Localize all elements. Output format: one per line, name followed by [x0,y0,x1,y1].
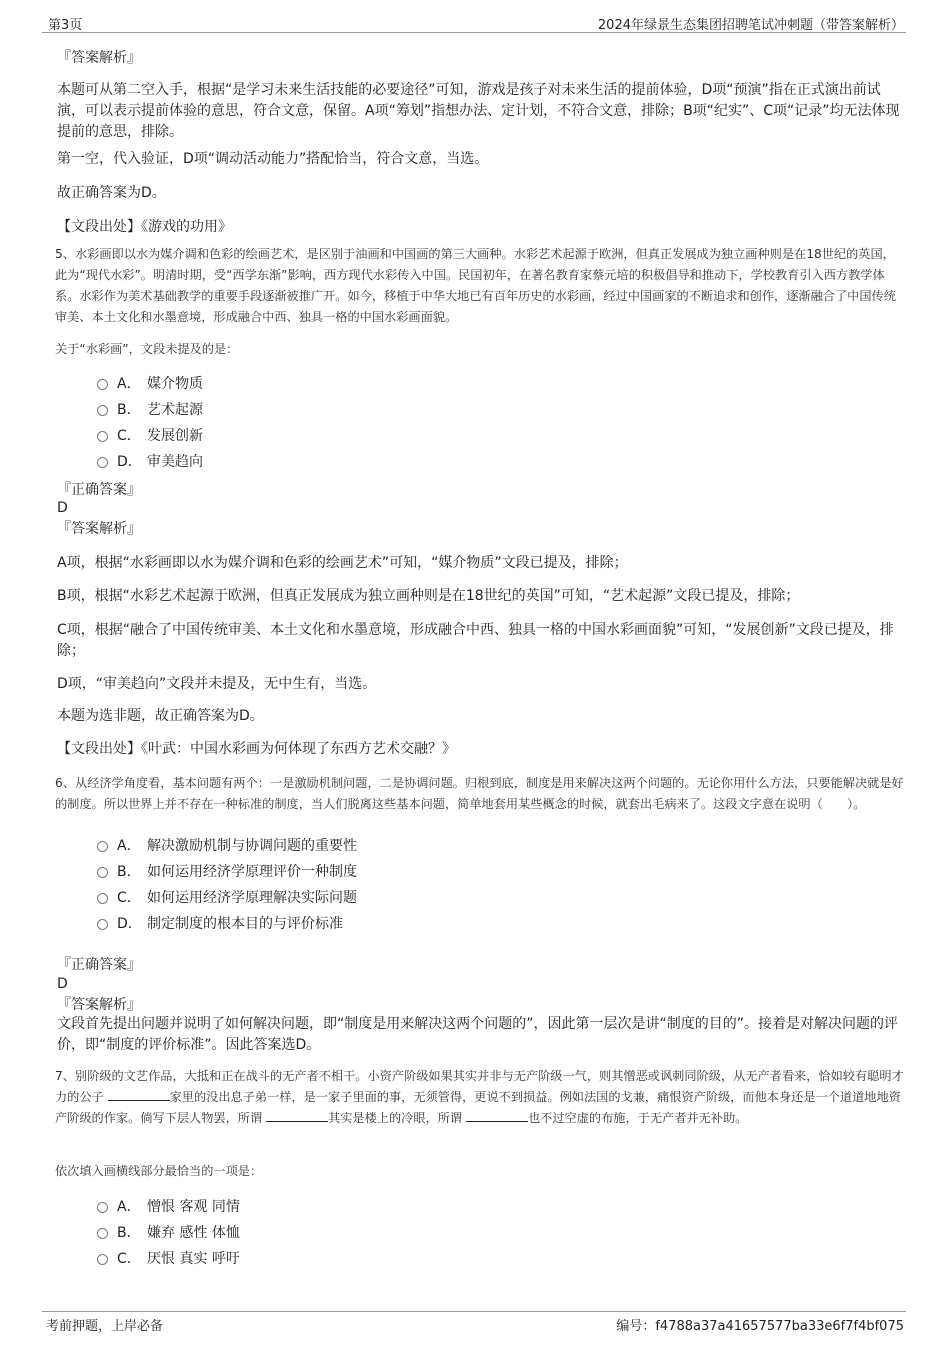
q5-correct-answer: D [57,500,68,516]
document-title: 2024年绿景生态集团招聘笔试冲刺题（带答案解析） [597,18,904,33]
page-number: 第3页 [48,18,83,33]
radio-icon[interactable] [97,405,108,416]
q4-analysis-heading: 『答案解析』 [57,50,141,66]
radio-icon[interactable] [97,867,108,878]
q6-option-a[interactable]: A． 解决激励机制与协调问题的重要性 [97,835,357,857]
q5-source: 【文段出处】《叶武：中国水彩画为何体现了东西方艺术交融？》 [57,741,456,757]
q5-option-b[interactable]: B． 艺术起源 [97,399,203,421]
q5-analysis-a: A项，根据“水彩画即以水为媒介调和色彩的绘画艺术”可知，“媒介物质”文段已提及，排除； [57,555,628,571]
q5-passage: 5、水彩画即以水为媒介调和色彩的绘画艺术，是区别于油画和中国画的第三大画种。水彩艺术起源于欧洲，但真正发展成为独立画种则是在18世纪的英国，此为“现代水彩”。明清时期，受“西学东渐”影响，西方现代水彩传入中国。民国初年，在著名教育家蔡元培的积极倡导和推动下，学校教育引入西方教学体系。水彩作为美术基础教学的重要手段逐渐被推广开。如今，移植于中华大地已有百年历史的水彩画，经过中国画家的不断追求和创作，逐渐融合了中国传统审美、本土文化和水墨意境，形成融合中西、独具一格的中国水彩画面貌。 [55,247,896,324]
q7-question: 依次填入画横线部分最恰当的一项是： [55,1164,263,1178]
q6-correct-heading: 『正确答案』 [57,957,141,973]
q5-analysis-heading: 『答案解析』 [57,521,141,537]
q4-analysis-p1: 本题可从第二空入手，根据“是学习未来生活技能的必要途径”可知，游戏是孩子对未来生活的提前体验，D项“预演”指在正式演出前试演，可以表示提前体验的意思，符合文意，保留。A项“筹划”指想办法、定计划，不符合文意，排除；B项“纪实”、C项“记录”均无法体现提前的意思，排除。 [57,82,900,140]
radio-icon[interactable] [97,893,108,904]
q6-analysis: 文段首先提出问题并说明了如何解决问题，即“制度是用来解决这两个问题的”，因此第一层次是讲“制度的目的”。接着是对解决问题的评价，即“制度的评价标准”。因此答案选D。 [57,1016,899,1053]
q4-analysis-p2: 第一空，代入验证，D项“调动活动能力”搭配恰当，符合文意，当选。 [57,151,489,167]
blank-2 [266,1109,328,1122]
radio-icon[interactable] [97,1228,108,1239]
radio-icon[interactable] [97,431,108,442]
q7-passage: 7、别阶级的文艺作品，大抵和正在战斗的无产者不相干。小资产阶级如果其实并非与无产阶级一气，则其憎恶或讽刺同阶级，从无产者看来，恰如较有聪明才力的公子 家里的没出息子弟一样，是一家子里面的事，无须管得，更说不到损益。例如法国的戈兼，痛恨资产阶级，而他本身还是一个道道地地资产阶级的作家。倘写下层人物罢，所谓 其实是楼上的冷眼，所谓 也不过空虚的布施，于无产者并无补助。 [55,1069,904,1125]
radio-icon[interactable] [97,841,108,852]
q6-correct-answer: D [57,976,68,992]
q6-analysis-heading: 『答案解析』 [57,997,141,1013]
radio-icon[interactable] [97,1254,108,1265]
q6-option-d[interactable]: D． 制定制度的根本目的与评价标准 [97,913,343,935]
blank-1 [108,1088,170,1101]
q6-option-c[interactable]: C． 如何运用经济学原理解决实际问题 [97,887,357,909]
q7-option-a[interactable]: A． 憎恨 客观 同情 [97,1196,240,1218]
radio-icon[interactable] [97,919,108,930]
q5-correct-heading: 『正确答案』 [57,482,141,498]
q7-option-c[interactable]: C． 厌恨 真实 呼吁 [97,1248,240,1270]
q5-analysis-conclusion: 本题为选非题，故正确答案为D。 [57,708,264,724]
q5-analysis-d: D项，“审美趋向”文段并未提及，无中生有，当选。 [57,676,377,692]
radio-icon[interactable] [97,379,108,390]
q5-option-d[interactable]: D． 审美趋向 [97,451,203,473]
q4-source: 【文段出处】《游戏的功用》 [57,219,232,235]
radio-icon[interactable] [97,457,108,468]
page-header [42,12,906,33]
footer-slogan: 考前押题，上岸必备 [46,1319,164,1334]
page-footer [42,1311,906,1338]
blank-3 [466,1109,528,1122]
q5-question: 关于“水彩画”，文段未提及的是： [55,342,239,356]
q7-option-b[interactable]: B． 嫌弃 感性 体恤 [97,1222,240,1244]
q5-option-c[interactable]: C． 发展创新 [97,425,203,447]
radio-icon[interactable] [97,1202,108,1213]
q5-option-a[interactable]: A． 媒介物质 [97,373,203,395]
q5-analysis-c: C项，根据“融合了中国传统审美、本土文化和水墨意境，形成融合中西、独具一格的中国水彩画面貌”可知，“发展创新”文段已提及，排除； [57,622,894,659]
q6-option-b[interactable]: B． 如何运用经济学原理评价一种制度 [97,861,357,883]
document-id: 编号：f4788a37a41657577ba33e6f7f4bf075 [616,1319,904,1334]
q5-analysis-b: B项，根据“水彩艺术起源于欧洲，但真正发展成为独立画种则是在18世纪的英国”可知，“艺术起源”文段已提及，排除； [57,588,800,604]
q6-passage: 6、从经济学角度看，基本问题有两个：一是激励机制问题，二是协调问题。归根到底，制度是用来解决这两个问题的。无论你用什么方法，只要能解决就是好的制度。所以世界上并不存在一种标准的制度，当人们脱离这些基本问题，简单地套用某些概念的时候，就套出毛病来了。这段文字意在说明（ ）。 [55,776,904,811]
q4-analysis-p3: 故正确答案为D。 [57,185,166,201]
